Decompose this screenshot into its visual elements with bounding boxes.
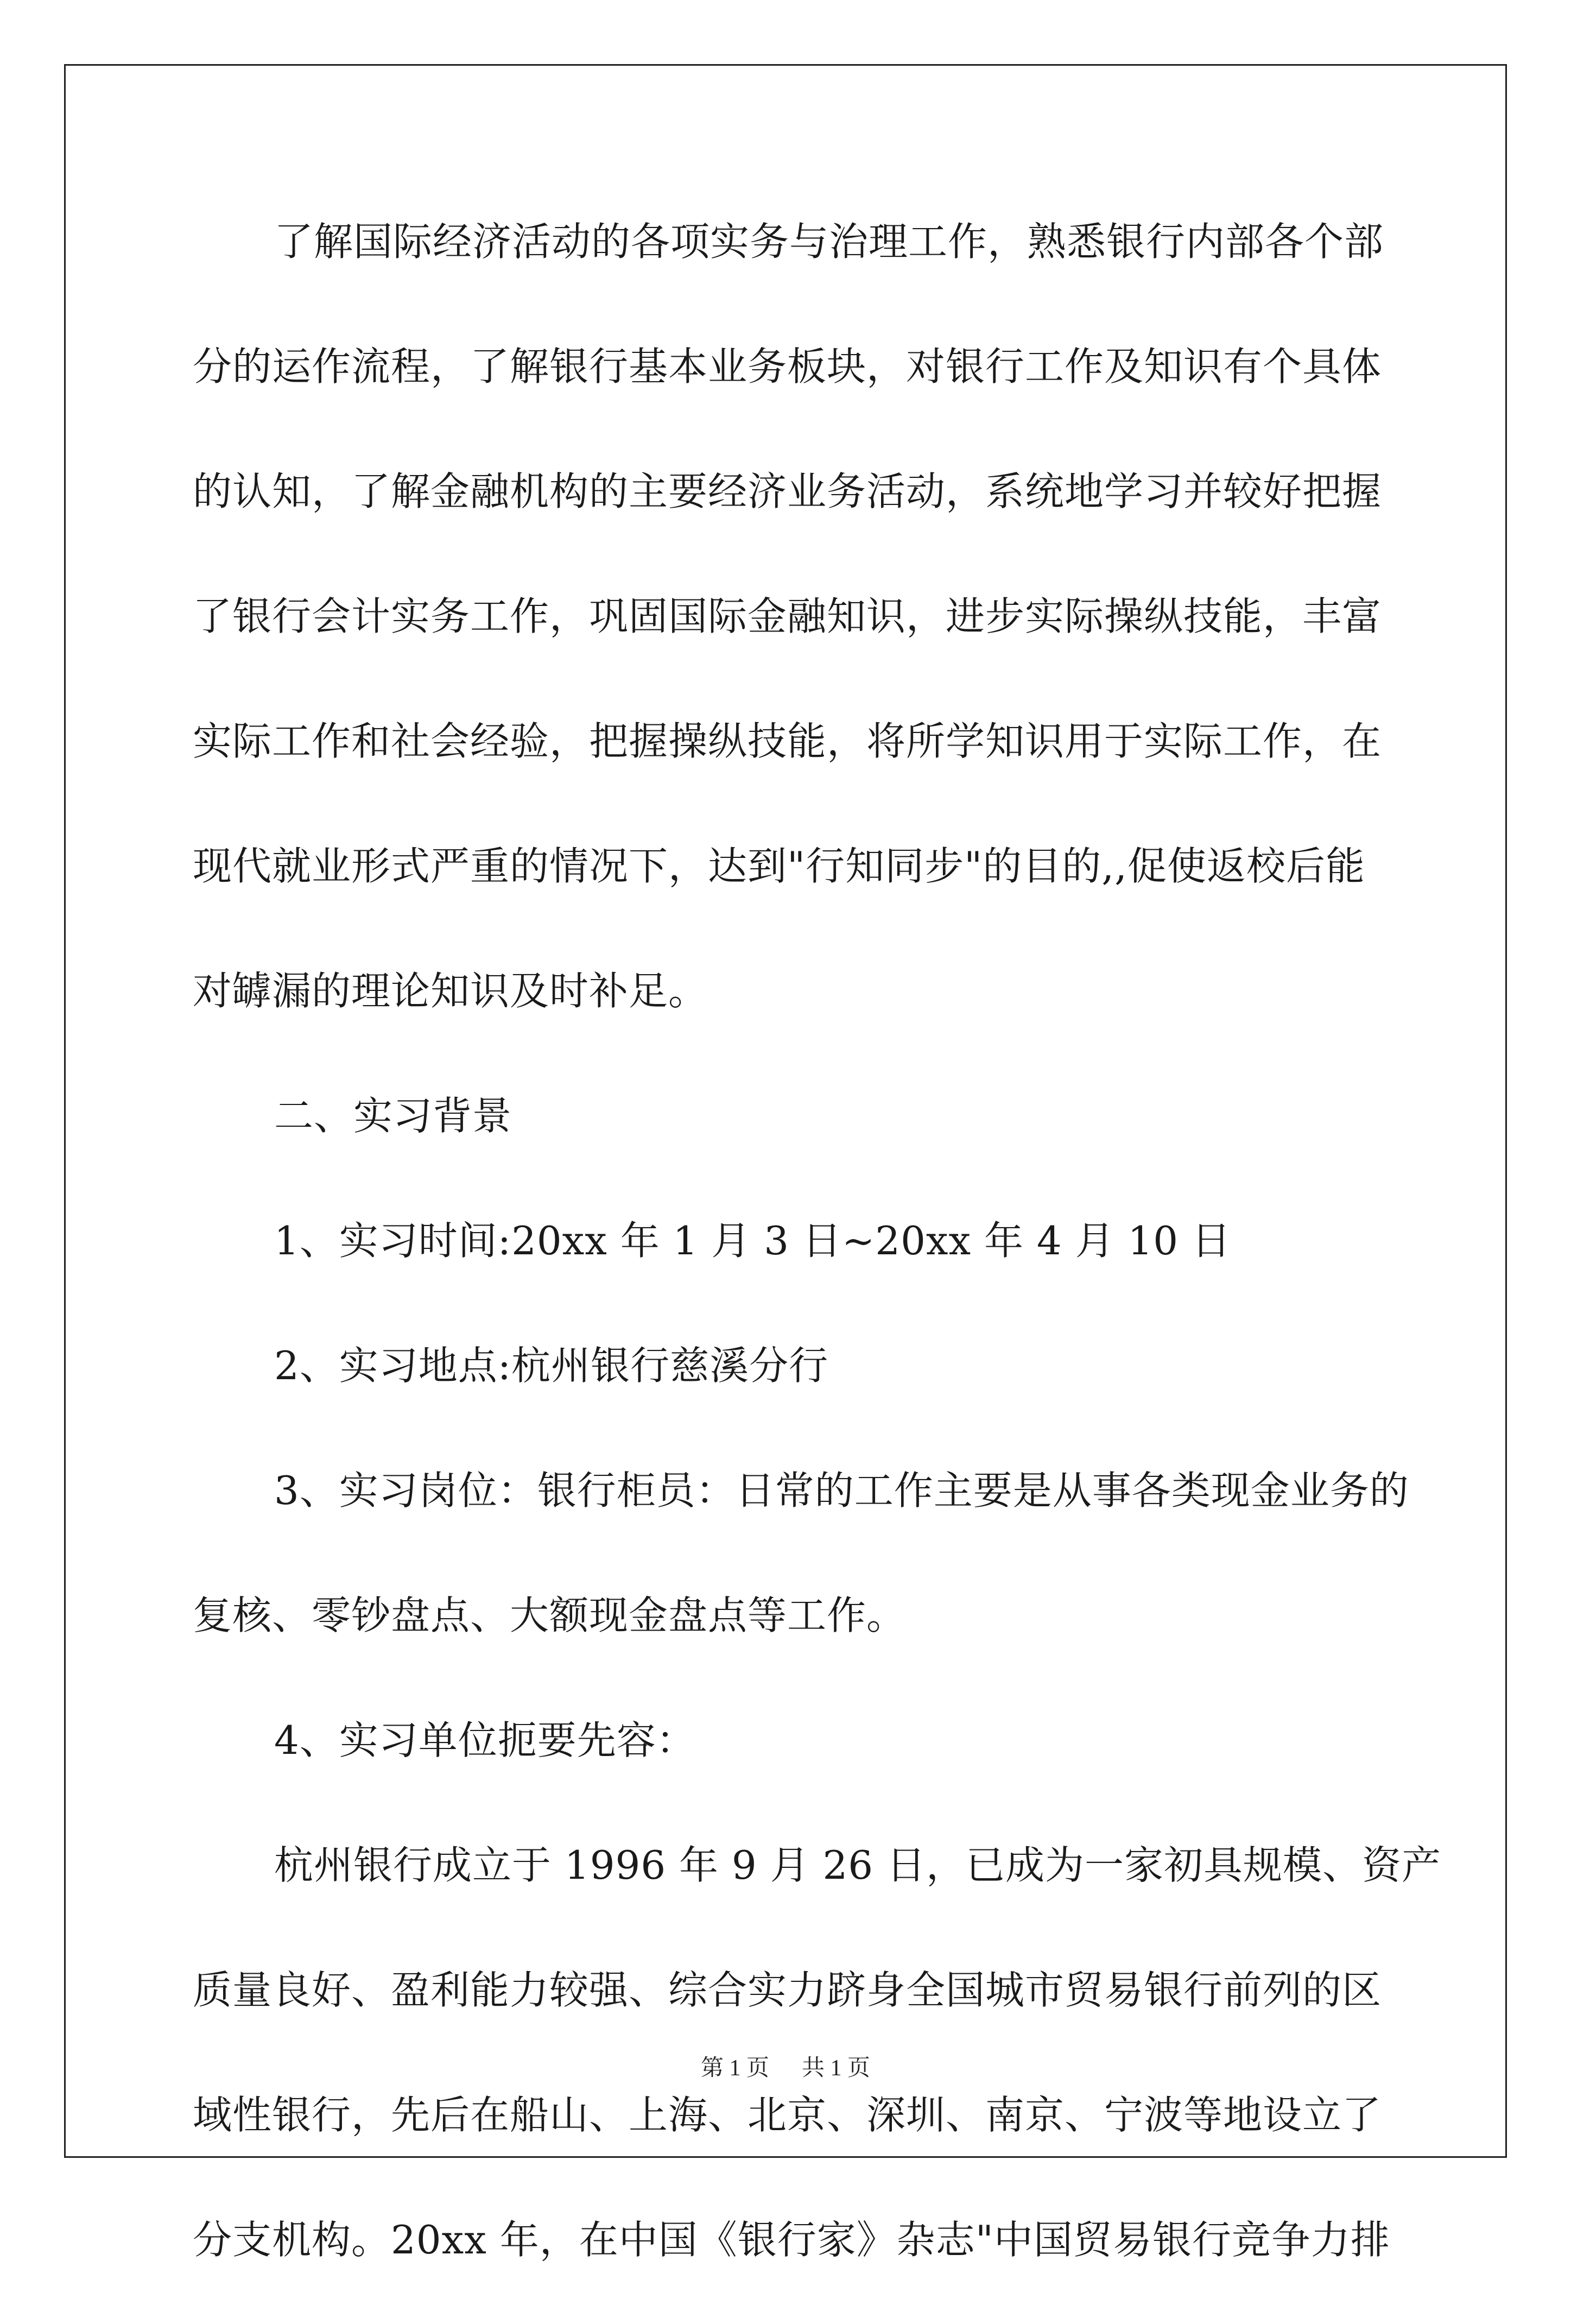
paragraph-line: 现代就业形式严重的情况下，达到"行知同步"的目的,,促使返校后能	[193, 843, 1366, 889]
paragraph-line: 分的运作流程，了解银行基本业务板块，对银行工作及知识有个具体	[193, 344, 1382, 389]
paragraph-line: 质量良好、盈利能力较强、综合实力跻身全国城市贸易银行前列的区	[193, 1967, 1382, 2013]
paragraph-line: 复核、零钞盘点、大额现金盘点等工作。	[193, 1593, 907, 1638]
paragraph-line: 分支机构。20xx 年，在中国《银行家》杂志"中国贸易银行竞争力排	[193, 2217, 1390, 2263]
paragraph-line: 域性银行，先后在船山、上海、北京、深圳、南京、宁波等地设立了	[193, 2092, 1382, 2138]
list-item: 4、实习单位扼要先容：	[274, 1717, 696, 1763]
paragraph-line: 杭州银行成立于 1996 年 9 月 26 日，已成为一家初具规模、资产	[274, 1842, 1441, 1888]
paragraph-line: 了银行会计实务工作，巩固国际金融知识，进步实际操纵技能，丰富	[193, 593, 1382, 639]
section-heading: 二、实习背景	[274, 1093, 512, 1139]
list-item: 3、实习岗位：银行柜员：日常的工作主要是从事各类现金业务的	[274, 1468, 1409, 1513]
document-body	[193, 201, 1441, 2324]
list-item: 2、实习地点:杭州银行慈溪分行	[274, 1343, 829, 1388]
paragraph-line: 了解国际经济活动的各项实务与治理工作，熟悉银行内部各个部	[274, 219, 1384, 264]
paragraph-line: 对罅漏的理论知识及时补足。	[193, 968, 708, 1014]
page-total: 共 1 页	[802, 2056, 871, 2081]
page-number: 第 1 页	[700, 2056, 769, 2081]
page-footer	[0, 2050, 1571, 2082]
paragraph-line: 的认知，了解金融机构的主要经济业务活动，系统地学习并较好把握	[193, 469, 1382, 514]
list-item: 1、实习时间:20xx 年 1 月 3 日~20xx 年 4 月 10 日	[274, 1218, 1231, 1264]
paragraph-line: 实际工作和社会经验，把握操纵技能，将所学知识用于实际工作，在	[193, 718, 1382, 764]
